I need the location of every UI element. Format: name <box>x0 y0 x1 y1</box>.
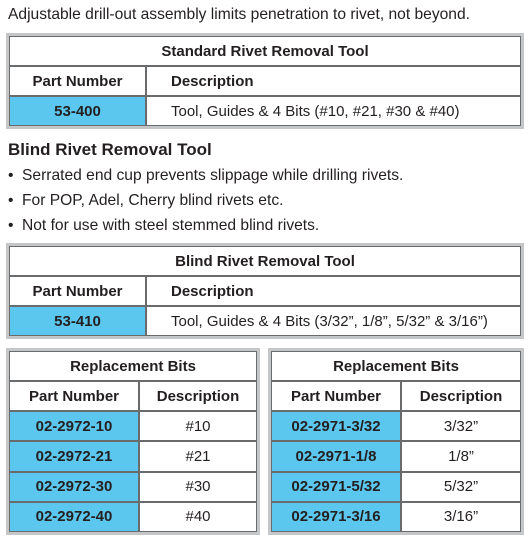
bit-part-number: 02-2971-5/32 <box>271 472 401 502</box>
blind-table-title: Blind Rivet Removal Tool <box>9 246 521 276</box>
bit-description: 3/16” <box>401 502 521 532</box>
table-row <box>9 472 257 502</box>
feature-item: • Serrated end cup prevents slippage while drilling rivets. <box>8 167 404 184</box>
feature-list <box>8 166 403 241</box>
bits-right-col-part: Part Number <box>271 381 401 411</box>
bit-part-number: 02-2972-21 <box>9 441 139 471</box>
table-row <box>271 441 521 471</box>
bits-left-col-part: Part Number <box>9 381 139 411</box>
table-row <box>9 502 257 532</box>
bits-right-title: Replacement Bits <box>271 351 521 381</box>
blind-part-number: 53-410 <box>9 306 146 336</box>
bit-description: 5/32” <box>401 472 521 502</box>
standard-table-title: Standard Rivet Removal Tool <box>9 36 521 66</box>
blind-tool-table <box>6 243 524 339</box>
replacement-bits-table-left <box>6 348 260 535</box>
feature-item: • Not for use with steel stemmed blind rivets. <box>8 217 320 234</box>
bit-part-number: 02-2971-3/32 <box>271 411 401 441</box>
table-row <box>271 502 521 532</box>
bit-description: #10 <box>139 411 257 441</box>
bit-description: #40 <box>139 502 257 532</box>
bit-part-number: 02-2971-3/16 <box>271 502 401 532</box>
bit-description: 1/8” <box>401 441 521 471</box>
bits-right-col-desc: Description <box>401 381 521 411</box>
blind-col-part: Part Number <box>9 276 146 306</box>
table-row <box>271 411 521 441</box>
bit-part-number: 02-2972-40 <box>9 502 139 532</box>
standard-tool-table <box>6 33 524 129</box>
bit-description: #30 <box>139 472 257 502</box>
bit-part-number: 02-2972-30 <box>9 472 139 502</box>
standard-col-part: Part Number <box>9 66 146 96</box>
blind-section-title: Blind Rivet Removal Tool <box>8 140 212 159</box>
bit-part-number: 02-2972-10 <box>9 411 139 441</box>
standard-description: Tool, Guides & 4 Bits (#10, #21, #30 & #40) <box>146 96 521 126</box>
bit-description: #21 <box>139 441 257 471</box>
bits-left-title: Replacement Bits <box>9 351 257 381</box>
bit-description: 3/32” <box>401 411 521 441</box>
bit-part-number: 02-2971-1/8 <box>271 441 401 471</box>
standard-part-number: 53-400 <box>9 96 146 126</box>
intro-text: Adjustable drill-out assembly limits penetration to rivet, not beyond. <box>8 6 470 23</box>
table-row <box>9 441 257 471</box>
bits-left-col-desc: Description <box>139 381 257 411</box>
standard-col-desc: Description <box>146 66 521 96</box>
table-row <box>271 472 521 502</box>
blind-col-desc: Description <box>146 276 521 306</box>
table-row <box>9 411 257 441</box>
feature-item: • For POP, Adel, Cherry blind rivets etc. <box>8 192 284 209</box>
blind-description: Tool, Guides & 4 Bits (3/32”, 1/8”, 5/32” & 3/16”) <box>146 306 521 336</box>
replacement-bits-table-right <box>268 348 524 535</box>
